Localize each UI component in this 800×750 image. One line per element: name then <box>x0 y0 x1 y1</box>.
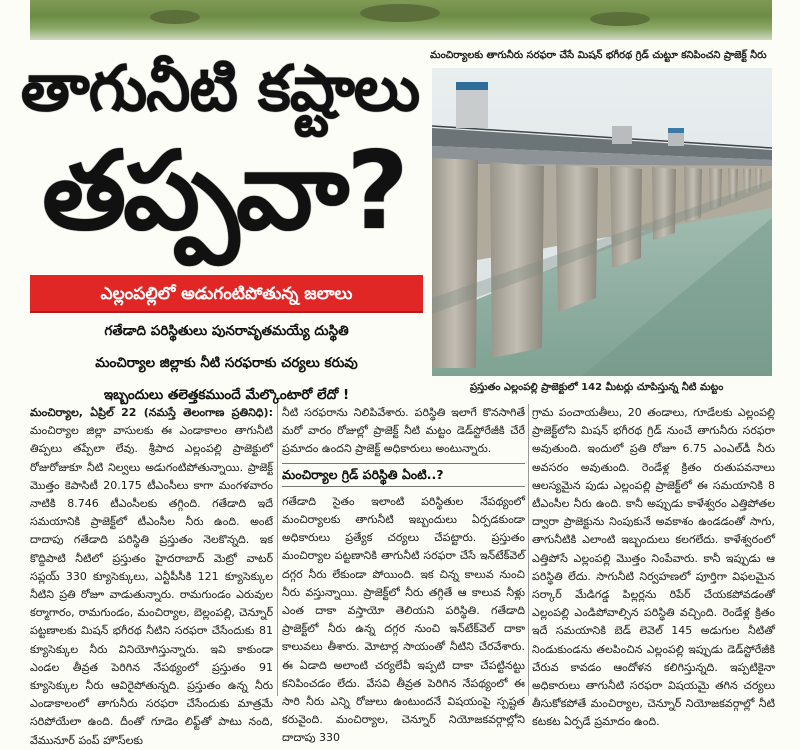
dateline: మంచిర్యాల, ఏప్రిల్ 22 (నమస్తే తెలంగాణ ప్రతినిధి): <box>30 406 273 419</box>
article-column-3 <box>532 404 775 729</box>
top-photo-strip <box>30 0 772 40</box>
subhead: మంచిర్యాల జిల్లాకు నీటి సరఫరాకు చర్యలు కరువు <box>95 355 358 371</box>
photo-caption-bottom: ప్రస్తుతం ఎల్లంపల్లి ప్రాజెక్టులో 142 మీటర్లు చూపిస్తున్న నీటి మట్టం <box>470 382 724 393</box>
section-subhead: మంచిర్యాల గ్రిడ్ పరిస్థితి ఏంటి..? <box>282 463 525 487</box>
column-divider <box>277 404 278 696</box>
article-text: గ్రామ పంచాయతీలు, 20 తండాలు, గూడేలకు ఎల్లంపల్లి ప్రాజెక్ట్‌లోని మిషన్ భగీరథ గ్రిడ్ నుంచే తాగునీరు సరఫరా అవుతుంది. ఇందులో ప్రతి రోజూ 6.75 ఎంఎల్‌డీ నీరు అవసరం అవుతుంది. రెండేళ్ల క్రితం రుతుపవనాలు ఆలస్యమైన పుడు ఎల్లంపల్లి ప్రాజెక్ట్‌లో ఈ సమయానికి 8 టీఎంసీల నీరు ఉంది. కానీ అప్పుడు కాళేశ్వరం ఎత్తిపోతల ద్వారా ప్రాజెక్టును నింపుకునే అవకాశం ఉండడంతో సాగు, తాగునీటికి ఎలాంటి ఇబ్బందులు కలగలేదు. కాళేశ్వరంలో ఎత్తిపోసే ఎల్లంపల్లి మొత్తం నింపేవారు. కానీ ఇప్పుడు ఆ పరిస్థితి లేదు. సాగునీటి నిర్వహణలో పూర్తిగా విఫలమైన సర్కార్ మేడిగడ్డ పిల్లర్లను రిపేర్ చేయకపోవడంతో ఎల్లంపల్లి ఎండిపోవాల్సిన పరిస్థితి వచ్చింది. రెండేళ్ల క్రితం ఇదే సమయానికి బెడ్ లెవెల్ 145 అడుగుల నీటితో నిండుకుండను తలపించిన ఎల్లంపల్లి ఇప్పుడు డెడ్‌స్టోరేజీకి చేరువ కావడం ఆందోళన కలిగిస్తున్నది. ఇప్పటికైనా అధికారులు తాగునీటి సరఫరా విషయమై తగిన చర్యలు తీసుకోకపోతే మంచిర్యాల, చెన్నూర్ నియోజకవర్గాల్లో నీటి కటకట ఏర్పడే ప్రమాదం ఉంది. <box>532 406 775 729</box>
article-column-1 <box>30 404 273 747</box>
subhead: ఇబ్బందులు తలెత్తకముందే మేల్కొంటారో లేదో ! <box>103 387 350 403</box>
column-divider <box>528 404 529 696</box>
article-text: మంచిర్యాల జిల్లా వాసులకు ఈ ఎండాకాలం తాగునీటి తిప్పలు తప్పేలా లేవు. శ్రీపాద ఎల్లంపల్లి ప్రాజెక్టులో రోజురోజుకూ నీటి నిల్వలు అడుగంటిపోతున్నాయి. ప్రాజెక్ట్ మొత్తం కెపాసిటీ 20.175 టీఎంసీలు కాగా మంగళవారం నాటికి 8.746 టీఎంసీలకు తగ్గింది. గతేడాది ఇదే సమయానికి ప్రాజెక్ట్‌లో టీఎంసీల నీరు ఉంది. అంటే దాదాపు గతేడాది పరిస్థితి ప్రస్తుతం నెలకొన్నది. ఇక కొద్దిపాటి నీటిలో ప్రస్తుతం హైదరాబాద్ మెట్రో వాటర్ సప్లయ్ 330 క్యూసెక్కులు, ఎన్టీపీసీకి 121 క్యూసెక్కుల నీటిని ప్రతి రోజూ వాడుతున్నారు. రామగుండం ఎరువుల కర్మాగారం, రామగుండం, మంచిర్యాల, బెల్లంపల్లి, చెన్నూర్ పట్టణాలకు మిషన్ భగీరథ నీటిని సరఫరా చేసేందుకు 81 క్యూసెక్కుల నీరు వినియోగిస్తున్నారు. ఇవి కాకుండా ఎండల తీవ్రత పెరిగిన నేపథ్యంలో ప్రస్తుతం 91 క్యూసెక్కుల నీరు ఆవిరైపోతున్నది. ప్రస్తుతం ఉన్న నీరు ఎండాకాలంలో తాగునీరు సరఫరా చేసేందుకు మాత్రమే సరిపోయేలా ఉంది. దీంతో గూడెం లిఫ్ట్‌తో పాటు నంది, వేమునూర్ పంప్ హౌస్‌లకు <box>30 424 273 747</box>
headline-line-2: తప్పవా? <box>42 129 406 254</box>
photo-caption-top: మంచిర్యాలకు తాగునీరు సరఫరా చేసే మిషన్ భగీరథ గ్రిడ్ చుట్టూ కనిపించని ప్రాజెక్ట్ నీరు <box>430 50 767 61</box>
subhead: గతేడాది పరిస్థితులు పునరావృతమయ్యే దుస్థితి <box>104 323 349 339</box>
article-text: గతేడాది సైతం ఇలాంటి పరిస్థితుల నేపథ్యంలో మంచిర్యాలకు తాగునీటి ఇబ్బందులు ఏర్పడకుండా అధికారులు ప్రత్యేక చర్యలు చేపట్టారు. ప్రస్తుతం మంచిర్యాల పట్టణానికి తాగునీటి సరఫరా చేసే ఇన్‌టేక్‌వెల్ దగ్గర నీరు లేకుండా పోయింది. ఇక చిన్న కాలువ నుంచి నీరు వస్తున్నాయి. ప్రాజెక్ట్‌లో నీరు తగ్గితే ఆ కాలువ నీళ్లు ఎంత దాకా వస్తాయో తెలియని పరిస్థితి. గతేడాది ప్రాజెక్ట్‌లో నీరు ఉన్న దగ్గర నుంచి ఇన్‌టేక్‌వెల్ దాకా కాలువలు తీశారు. మోటార్ల సాయంతో నీటిని చేరవేశారు. ఈ ఏడాది అలాంటి చర్యలేవీ ఇప్పటి దాకా చేపట్టినట్టు కనిపించడం లేదు. వేసవి తీవ్రత పెరిగిన నేపథ్యంలో ఈ సారి నీరు ఎన్ని రోజులు ఉంటుందనే విషయంపై స్పష్టత కరువైంది. మంచిర్యాల, చెన్నూర్ నియోజకవర్గాల్లోని దాదాపు 330 <box>282 494 525 745</box>
article-column-2 <box>282 404 525 745</box>
dam-photo <box>432 68 772 376</box>
article-paragraph <box>30 404 273 750</box>
dam-photo-illustration <box>432 68 772 376</box>
article-text: నీటి సరఫరాను నిలిపివేశారు. పరిస్థితి ఇలాగే కొనసాగితే మరో వారం రోజుల్లో ప్రాజెక్ట్ నీటి మట్టం డెడ్‌స్టోరేజీకి చేరే ప్రమాదం ఉందని ప్రాజెక్ట్ అధికారులు అంటున్నారు. <box>282 406 525 456</box>
headline-line-1: తాగునీటి కష్టాలు <box>20 52 420 125</box>
kicker-banner: ఎల్లంపల్లిలో అడుగంటిపోతున్న జలాలు <box>30 275 423 313</box>
